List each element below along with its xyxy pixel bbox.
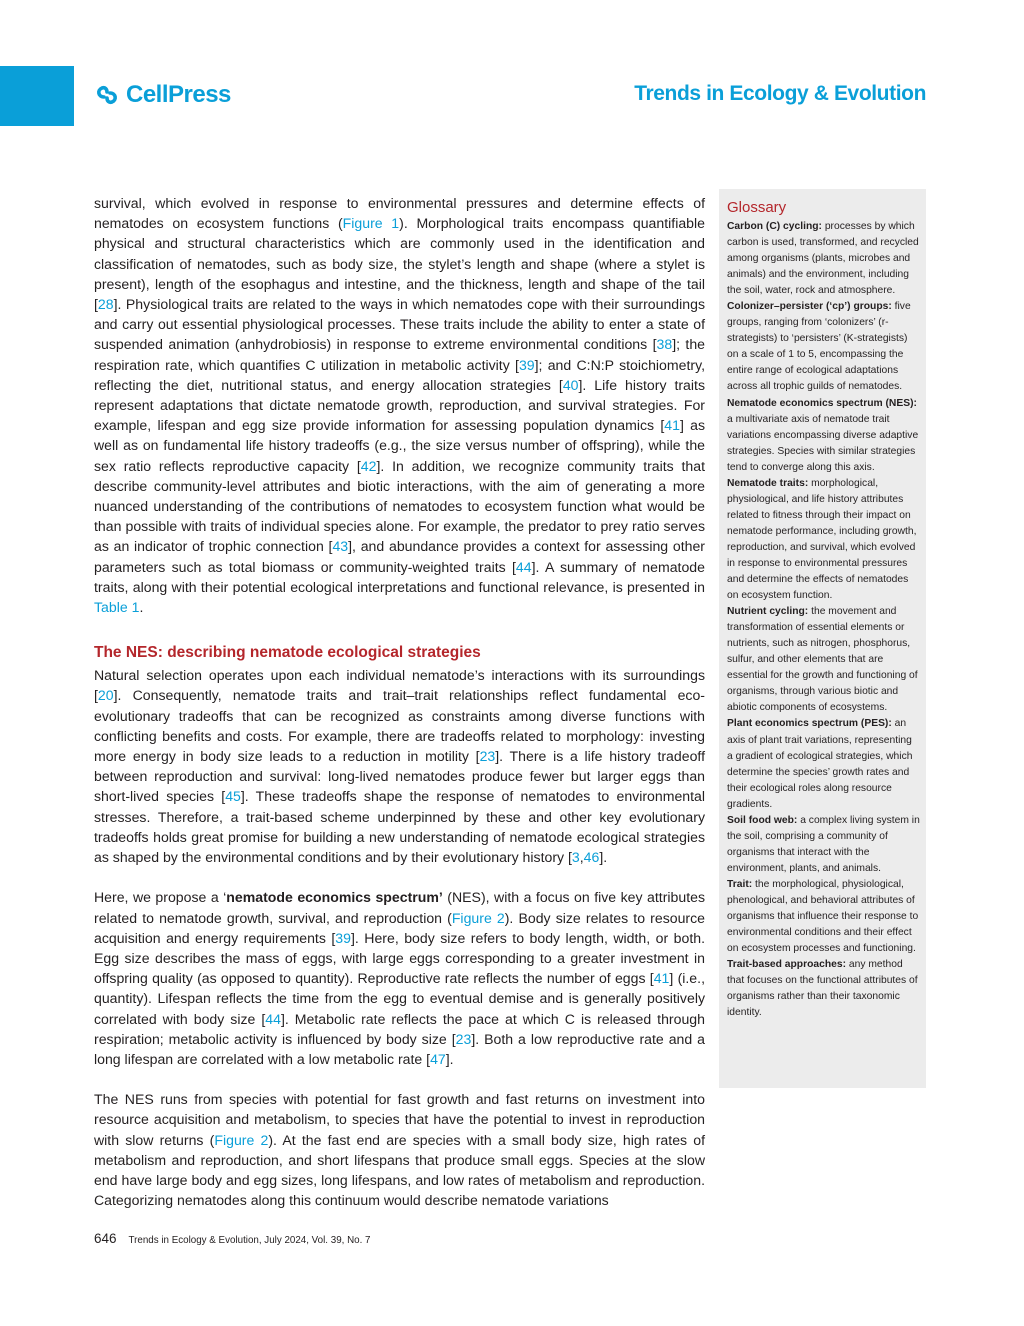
journal-title: Trends in Ecology & Evolution xyxy=(634,82,926,105)
glossary-entry xyxy=(727,957,920,1021)
paragraph-4 xyxy=(94,1089,705,1210)
publisher-logo[interactable] xyxy=(94,80,231,110)
glossary-definition: a complex living system in the soil, comprising a community of organisms that interact with the environment, plants, and animals. xyxy=(727,814,920,874)
citation-link[interactable]: 40 xyxy=(562,376,579,393)
citation-link[interactable]: 45 xyxy=(225,788,241,805)
citation-link[interactable]: 44 xyxy=(515,558,532,575)
glossary-entry xyxy=(727,813,920,877)
glossary-term: Plant economics spectrum (PES): xyxy=(727,718,892,730)
text-run: ). Body size relates to resource acquisition and energy requirements [ xyxy=(94,909,706,946)
text-run: ). At the fast end are species with a small body size, high rates of metabolism and reproduction, and short lifespans that produce small eggs. Species at the slow end have large body and egg sizes, long lifespans, and low rates of metabolism and reproduction. Categorizing nematodes along this continuum would describe nematode variations xyxy=(94,1131,706,1209)
citation-link[interactable]: 41 xyxy=(664,417,680,434)
text-run: The NES runs from species with potential for fast growth and fast returns on investment into resource acquisition and metabolism, to species that have the potential to invest in reproduction with slow returns ( xyxy=(94,1091,705,1148)
glossary-definition: a multivariate axis of nematode trait variations encompassing diverse adaptive strategies. Species with similar strategies tend to converge along this axis. xyxy=(727,413,919,473)
glossary-definition: an axis of plant trait variations, representing a gradient of ecological strategies, which determine the species’ growth rates and their ecological roles along resource gradients. xyxy=(727,718,913,810)
paragraph-2 xyxy=(94,665,705,867)
citation-link[interactable]: 23 xyxy=(479,748,496,765)
glossary-definition: processes by which carbon is used, transformed, and recycled among organisms (plants, microbes and animals) and the environment, including the soil, water, rock and atmosphere. xyxy=(727,221,919,297)
text-run: ], and abundance provides a context for assessing other parameters such as total biomass or community-weighted traits [ xyxy=(94,538,705,575)
text-run: ). Morphological traits encompass quantifiable physical and structural characteristics which are commonly used in the identification and classification of nematodes, such as body size, the stylet’s length and shape (where a stylet is present), length of the esophagus and intestine, and the thickness, length and shape of the tail [ xyxy=(94,215,705,313)
text-run: ]. A summary of nematode traits, along with their potential ecological interpretations and functional relevance, is presented in xyxy=(94,558,705,595)
citation-link[interactable]: 38 xyxy=(656,336,673,353)
glossary-term: Colonizer–persister (‘cp’) groups: xyxy=(727,301,892,313)
citation-link[interactable]: 43 xyxy=(332,538,349,555)
glossary-entry xyxy=(727,299,920,395)
text-run: Natural selection operates upon each individual nematode’s interactions with its surroundings [ xyxy=(94,667,705,704)
text-run: ]. Both a low reproductive rate and a long lifespan are correlated with a low metabolic rate [ xyxy=(94,1030,706,1067)
glossary-definition: any method that focuses on the functional attributes of organisms rather than their taxonomic identity. xyxy=(727,959,918,1019)
glossary-definition: the movement and transformation of essential elements or nutrients, such as nitrogen, phosphorus, sulfur, and other elements that are essential for the growth and functioning of organisms, through various biotic and abiotic components of ecosystems. xyxy=(727,606,918,714)
text-run: ]. Metabolic rate reflects the pace at which C is released through respiration; metabolic activity is influenced by body size [ xyxy=(94,1010,705,1047)
citation-link[interactable]: 41 xyxy=(653,970,670,987)
citation-link[interactable]: 3 xyxy=(571,849,580,866)
glossary-term: Carbon (C) cycling: xyxy=(727,221,822,232)
text-run: ] (i.e., quantity). Lifespan reflects the time from the egg to eventual demise and is generally positively correlated with body size [ xyxy=(94,970,705,1027)
glossary-definition: the morphological, physiological, phenological, and behavioral attributes of organisms that influence their response to environmental conditions and their effect on ecosystem processes and functioning. xyxy=(727,878,919,955)
citation-link[interactable]: 42 xyxy=(360,457,377,474)
glossary-entry xyxy=(727,476,920,604)
glossary-entry xyxy=(727,716,920,812)
text-run: (NES), with a focus on five key attributes related to nematode growth, survival, and reproduction ( xyxy=(94,889,706,926)
glossary-entry xyxy=(727,877,920,957)
text-run: ]. Life history traits represent adaptations that dictate nematode growth, reproduction, and survival strategies. For example, lifespan and egg size provide information for assessing population dynamics [ xyxy=(94,376,705,434)
emphasis-text: nematode economics spectrum’ xyxy=(226,889,443,906)
text-run: Here, we propose a ‘ xyxy=(94,889,227,906)
text-run: ]. xyxy=(445,1050,454,1067)
citation-link[interactable]: 46 xyxy=(583,849,600,866)
citation-link[interactable]: 39 xyxy=(518,356,535,373)
paragraph-3 xyxy=(94,887,705,1069)
citation-link[interactable]: 23 xyxy=(455,1030,472,1047)
text-run: ]; the respiration rate, which quantifies C utilization in metabolic activity [ xyxy=(94,336,706,373)
citation-link[interactable]: 44 xyxy=(265,1010,281,1027)
glossary-box xyxy=(719,189,926,1088)
citation-link[interactable]: 39 xyxy=(335,929,351,946)
section-heading: The NES: describing nematode ecological strategies xyxy=(94,644,481,662)
glossary-term: Trait-based approaches: xyxy=(727,959,847,971)
text-run: . xyxy=(139,599,144,616)
glossary-title: Glossary xyxy=(727,199,787,216)
glossary-term: Nematode traits: xyxy=(727,477,809,489)
glossary-entries xyxy=(727,219,920,1021)
text-run: ]. There is a life history tradeoff between reproduction and survival: long-lived nematodes produce fewer but larger eggs than short-lived species [ xyxy=(94,748,705,805)
citation-link[interactable]: Figure 2 xyxy=(214,1131,269,1148)
paragraph-1 xyxy=(94,193,705,617)
citation-link[interactable]: Figure 2 xyxy=(451,909,505,926)
citation-link[interactable]: 47 xyxy=(430,1050,446,1067)
cellpress-logo-icon xyxy=(94,82,120,108)
page-footer xyxy=(94,1231,371,1246)
main-text xyxy=(94,193,705,1210)
text-run: ]. Physiological traits are related to the ways in which nematodes cope with their surroundings and carry out essential physiological processes. These traits include the ability to enter a state of suspended animation (anhydrobiosis) in response to extreme environmental conditions [ xyxy=(94,296,705,353)
publisher-name: CellPress xyxy=(126,81,231,108)
glossary-term: Trait: xyxy=(727,878,753,890)
text-run: ]. These tradeoffs shape the response of nematodes to environmental stresses. Therefore, a trait-based scheme underpinned by these and other key evolutionary tradeoffs holds great promise for building a new understanding of nematode ecological strategies as shaped by the environmental conditions and by their evolutionary history [ xyxy=(94,788,706,866)
corner-color-block xyxy=(0,66,74,126)
citation-link[interactable]: Table 1 xyxy=(94,599,140,616)
text-run: survival, which evolved in response to environmental pressures and determine effects of nematodes on ecosystem functions ( xyxy=(94,195,705,232)
glossary-term: Nutrient cycling: xyxy=(727,606,809,618)
glossary-entry xyxy=(727,219,920,299)
text-run: ]. Here, body size refers to body length, width, or both. Egg size describes the mass of eggs, with large eggs corresponding to a greater investment in offspring quality (as opposed to quantity). Reproductive rate reflects the number of eggs [ xyxy=(94,929,706,987)
glossary-term: Nematode economics spectrum (NES): xyxy=(727,397,917,409)
glossary-definition: morphological, physiological, and life history attributes related to fitness through their impact on nematode performance, including growth, reproduction, and survival, which evolved in response to environmental pressures and determine the effects of nematodes on ecosystem function. xyxy=(727,477,917,602)
glossary-entry xyxy=(727,604,920,716)
text-run: ]. In addition, we recognize community traits that describe community-level attributes and biotic interactions, with the aim of generating a more nuanced understanding of the contributions of nematodes to ecosystem function what would be than possible with traits of individual species alone. For example, the predator to prey ratio serves as an indicator of trophic connection [ xyxy=(94,457,706,555)
page-number: 646 xyxy=(94,1231,117,1246)
text-run: ] as well as on fundamental life history tradeoffs (e.g., the size versus number of offspring), while the sex ratio reflects reproductive capacity [ xyxy=(94,417,705,474)
citation-link[interactable]: 28 xyxy=(97,296,114,313)
citation-link[interactable]: Figure 1 xyxy=(342,215,400,232)
text-run: ]. Consequently, nematode traits and trait–trait relationships reflect fundamental eco-evolutionary tradeoffs that can be recognized as constraints among diverse functions with conflicting benefits and costs. For example, there are tradeoffs related to morphology: investing more energy in body size leads to a reduction in motility [ xyxy=(94,687,705,765)
text-run: , xyxy=(579,849,584,866)
glossary-definition: five groups, ranging from ‘colonizers’ (r-strategists) to ‘persisters’ (K-strategists) on a scale of 1 to 5, encompassing the entire range of ecological adaptations across all trophic guilds of nematodes. xyxy=(727,301,911,393)
glossary-entry xyxy=(727,396,920,476)
glossary-term: Soil food web: xyxy=(727,814,798,826)
text-run: ]; and C:N:P stoichiometry, reflecting the diet, nutritional status, and energy allocation strategies [ xyxy=(94,356,705,393)
text-run: ]. xyxy=(599,849,608,866)
journal-citation: Trends in Ecology & Evolution, July 2024, Vol. 39, No. 7 xyxy=(128,1235,371,1246)
citation-link[interactable]: 20 xyxy=(97,687,114,704)
